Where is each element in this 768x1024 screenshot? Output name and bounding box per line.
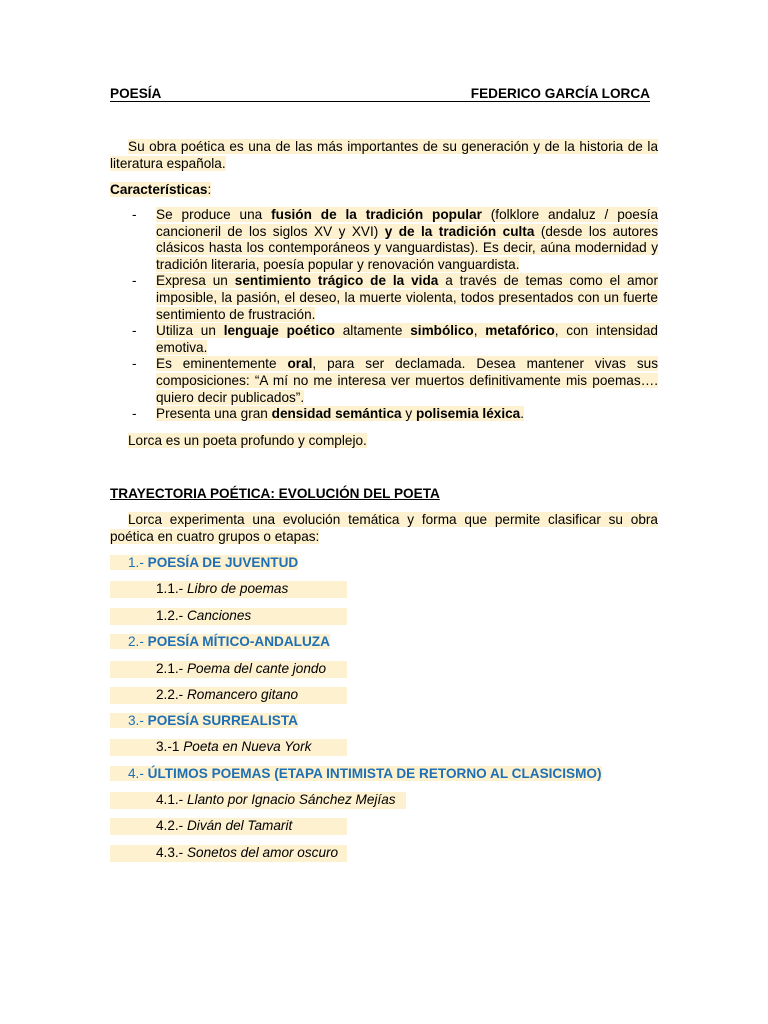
list-item: - Es eminentemente oral, para ser declamada. Desea mantener vivas sus composiciones: “A mí no me interesa ver muertos definitivamente mis poemas…. quiero decir publicados”. — [132, 356, 659, 405]
group-heading-3: 3.- POESÍA SURREALISTA — [110, 713, 640, 730]
section-title: TRAYECTORIA POÉTICA: EVOLUCIÓN DEL POETA — [110, 486, 440, 501]
group-heading-1: 1.- POESÍA DE JUVENTUD — [110, 555, 640, 572]
group-item: 4.2.- Diván del Tamarit — [110, 818, 347, 835]
group-item: 1.1.- Libro de poemas — [110, 581, 347, 598]
intro-paragraph: Su obra poética es una de las más importantes de su generación y de la historia de la literatura española. — [110, 139, 658, 171]
list-item: - Se produce una fusión de la tradición popular (folklore andaluz / poesía cancioneril de los siglos XV y XVI) y de la tradición culta (desde los autores clásicos hasta los contemporáneos y vanguardistas). Es decir, aúna modernidad y tradición literaria, poesía popular y renovación vanguardista. — [132, 207, 659, 272]
page-header — [110, 86, 650, 102]
group-item: 3.-1 Poeta en Nueva York — [110, 739, 347, 756]
group-item: 2.2.- Romancero gitano — [110, 687, 347, 704]
header-right: FEDERICO GARCÍA LORCA — [470, 86, 650, 101]
group-item: 2.1.- Poema del cante jondo — [110, 661, 347, 678]
group-item: 4.3.- Sonetos del amor oscuro — [110, 845, 347, 862]
characteristics-list — [110, 207, 658, 423]
group-item: 1.2.- Canciones — [110, 608, 347, 625]
list-item: - Expresa un sentimiento trágico de la vida a través de temas como el amor imposible, la pasión, el deseo, la muerte violenta, todos presentados con un fuerte sentimiento de frustración. — [132, 273, 658, 322]
group-heading-4: 4.- ÚLTIMOS POEMAS (ETAPA INTIMISTA DE RETORNO AL CLASICISMO) — [110, 766, 640, 783]
list-item: - Presenta una gran densidad semántica y polisemia léxica. — [132, 406, 525, 422]
characteristics-heading: Características: — [110, 182, 212, 197]
group-item: 4.1.- Llanto por Ignacio Sánchez Mejías — [110, 792, 406, 809]
group-heading-2: 2.- POESÍA MÍTICO-ANDALUZA — [110, 634, 640, 651]
closing-paragraph: Lorca es un poeta profundo y complejo. — [128, 433, 367, 448]
evolution-intro: Lorca experimenta una evolución temática y forma que permite clasificar su obra poética en cuatro grupos o etapas: — [110, 512, 658, 544]
header-left: POESÍA — [110, 86, 162, 101]
list-item: - Utiliza un lenguaje poético altamente simbólico, metafórico, con intensidad emotiva. — [132, 323, 658, 355]
